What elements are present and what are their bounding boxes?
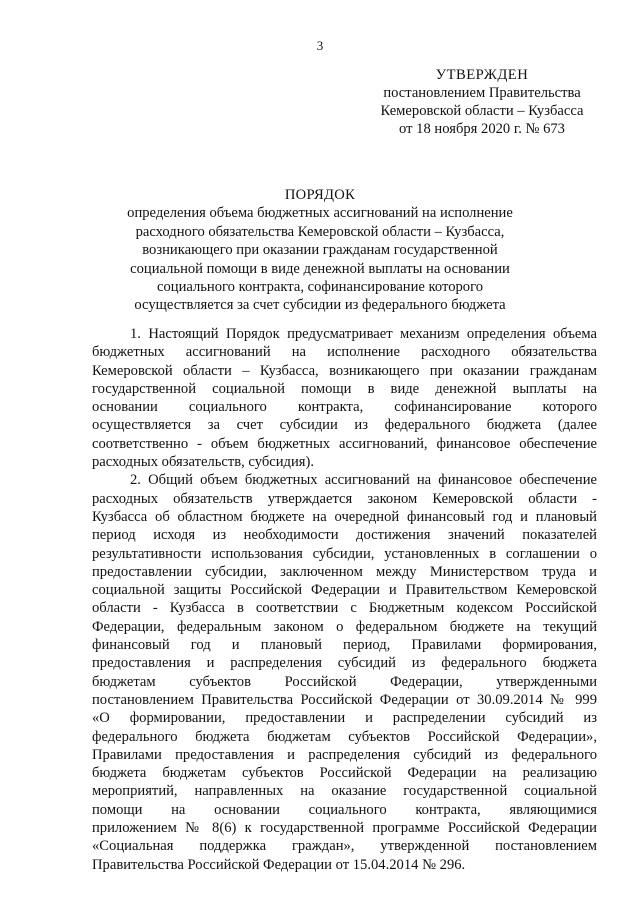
paragraph-1 <box>92 325 597 471</box>
paragraph-line: мероприятий, направленных на оказание государственной социальной <box>92 783 597 800</box>
document-title: ПОРЯДОК <box>284 187 356 203</box>
paragraph-line: период исходя из необходимости достижения значений показателей <box>92 527 597 544</box>
paragraph-line: постановлением Правительства Российской Федерации от 30.09.2014 № 999 <box>92 691 597 708</box>
paragraph-line: приложением № 8(6) к государственной программе Российской Федерации <box>92 820 597 837</box>
document-title-block <box>118 186 522 315</box>
paragraph-line: Правилами предоставления и распределения субсидий из федерального <box>92 746 597 763</box>
title-line: определения объема бюджетных ассигнований на исполнение <box>127 205 513 222</box>
paragraph-line: Кемеровской области – Кузбасса, возникающего при оказании гражданам <box>92 362 597 379</box>
paragraph-line: помощи на основании социального контракта, являющимися <box>92 801 597 818</box>
paragraph-line: 2. Общий объем бюджетных ассигнований на финансовое обеспечение <box>130 472 597 489</box>
paragraph-last-line: расходных обязательств, субсидия). <box>92 454 314 471</box>
paragraph-line: предоставления и распределения субсидий из федерального бюджета <box>92 655 597 672</box>
paragraph-line: государственной социальной помощи в виде денежной выплаты на <box>92 380 597 397</box>
paragraph-line: основании социального контракта, софинансирование которого <box>92 399 597 416</box>
paragraph-line: федерального бюджета бюджетам субъектов Российской Федерации», <box>92 728 597 745</box>
document-body <box>92 325 597 874</box>
title-line: социальной помощи в виде денежной выплаты на основании <box>130 260 510 277</box>
approval-line: Кемеровской области – Кузбасса <box>380 103 584 119</box>
approval-line: от 18 ноября 2020 г. № 673 <box>399 121 565 137</box>
paragraph-line: Кузбасса об областном бюджете на очередной финансовый год и плановый <box>92 508 597 525</box>
title-line: осуществляется за счет субсидии из федерального бюджета <box>134 297 506 314</box>
paragraph-2 <box>92 471 597 874</box>
paragraph-line: 1. Настоящий Порядок предусматривает механизм определения объема <box>130 326 597 342</box>
paragraph-line: осуществляется за счет субсидии из федерального бюджета (далее <box>92 417 597 434</box>
approval-heading: УТВЕРЖДЕН <box>435 67 529 83</box>
approval-line: постановлением Правительства <box>383 85 581 101</box>
title-line: расходного обязательства Кемеровской области – Кузбасса, <box>135 223 505 240</box>
paragraph-line: «Социальная поддержка граждан», утвержденной постановлением <box>92 838 597 855</box>
paragraph-line: «О формировании, предоставлении и распределении субсидий из <box>92 710 597 727</box>
paragraph-line: Федерации, федеральным законом о федеральном бюджете на текущий <box>92 618 597 635</box>
paragraph-line: расходных обязательств утверждается законом Кемеровской области - <box>92 490 597 507</box>
title-line: социального контракта, софинансирование которого <box>156 279 483 296</box>
paragraph-line: соответственно - объем бюджетных ассигнований, финансовое обеспечение <box>92 435 597 452</box>
paragraph-line: бюджета бюджетам субъектов Российской Федерации на реализацию <box>92 765 597 782</box>
page-number: 3 <box>316 38 324 53</box>
title-line: возникающего при оказании гражданам государственной <box>142 242 498 259</box>
paragraph-line: области - Кузбасса в соответствии с Бюджетным кодексом Российской <box>92 600 597 617</box>
paragraph-line: финансовый год и плановый период, Правилами формирования, <box>92 637 597 654</box>
paragraph-line: бюджетных ассигнований на исполнение расходного обязательства <box>92 344 597 361</box>
paragraph-line: предоставлении субсидии, заключенном между Министерством труда и <box>92 563 597 580</box>
paragraph-line: социальной защиты Российской Федерации и Правительством Кемеровской <box>92 582 597 599</box>
paragraph-line: результативности использования субсидии, установленных в соглашении о <box>92 545 597 562</box>
approval-stamp <box>372 66 592 138</box>
paragraph-last-line: Правительства Российской Федерации от 15.04.2014 № 296. <box>92 856 466 873</box>
paragraph-line: бюджетам субъектов Российской Федерации, утвержденными <box>92 673 597 690</box>
